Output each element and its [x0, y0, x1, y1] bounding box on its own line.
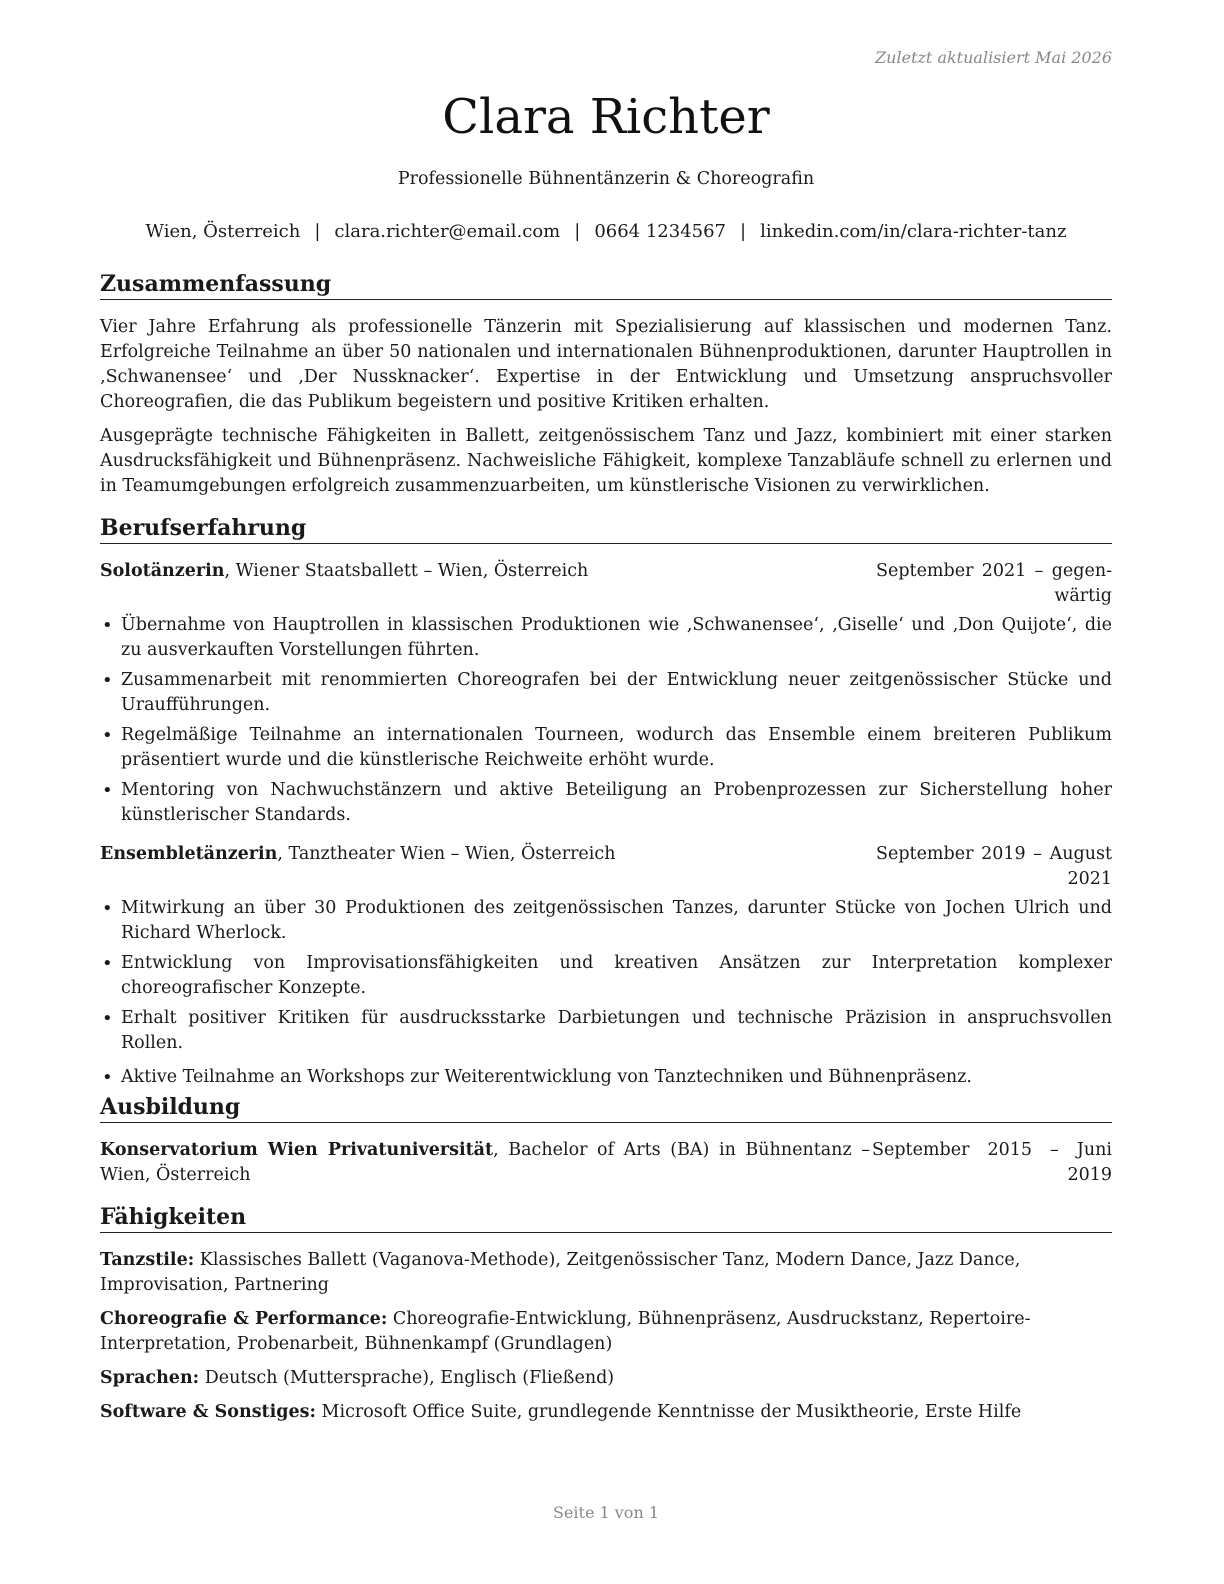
skill-label: Choreografie & Performance: — [100, 1309, 388, 1329]
section-title-experience: Berufserfahrung — [100, 514, 1112, 544]
summary-section — [100, 270, 1112, 508]
skills-section — [100, 1203, 1112, 1434]
job-header — [100, 559, 1112, 606]
education-section — [100, 1093, 1112, 1188]
contact-separator: | — [314, 221, 321, 242]
job-bullets — [100, 896, 1112, 1090]
contact-line — [100, 219, 1112, 244]
education-date: September 2015 – Juni 2019 — [872, 1140, 1112, 1185]
list-item: • Regelmäßige Teilnahme an internationalen Tourneen, wodurch das Ensemble einem breiteren Publikum präsentiert wurde und die künstlerische Reichweite erhöht wurde. — [100, 723, 1112, 773]
contact-location: Wien, Österreich — [145, 221, 301, 242]
education-entry — [100, 1138, 1112, 1188]
skill-value: Deutsch (Muttersprache), Englisch (Fließend) — [204, 1368, 615, 1388]
skill-label: Software & Sonstiges: — [100, 1402, 316, 1422]
job-role: Solotänzerin — [100, 561, 225, 581]
job-entry — [100, 842, 1112, 1090]
skill-value: Choreografie-Entwicklung, Bühnenpräsenz, Ausdruckstanz, Repertoire-Interpretation, Probenarbeit, Bühnenkampf (Grundlagen) — [100, 1309, 1031, 1354]
job-date: September 2021 – gegen- wärtig — [876, 561, 1112, 606]
list-item: • Entwicklung von Improvisationsfähigkeiten und kreativen Ansätzen zur Interpretation komplexer choreografischer Konzepte. — [100, 951, 1112, 1001]
contact-linkedin[interactable]: linkedin.com/in/clara-richter-tanz — [760, 221, 1067, 242]
section-title-summary: Zusammenfassung — [100, 270, 1112, 300]
list-item: • Mentoring von Nachwuchstänzern und aktive Beteiligung an Probenprozessen zur Sicherstellung hoher künstlerischer Standards. — [100, 778, 1112, 828]
section-title-skills: Fähigkeiten — [100, 1203, 1112, 1233]
contact-separator: | — [740, 221, 747, 242]
job-entry — [100, 559, 1112, 828]
job-role: Ensembletänzerin — [100, 844, 278, 864]
last-updated: Zuletzt aktualisiert Mai 2026 — [875, 48, 1112, 67]
list-item: • Mitwirkung an über 30 Produktionen des zeitgenössischen Tanzes, darunter Stücke von Jochen Ulrich und Richard Wherlock. — [100, 896, 1112, 946]
skill-label: Tanzstile: — [100, 1250, 195, 1270]
job-title-line — [100, 559, 870, 584]
experience-section — [100, 514, 1112, 1095]
job-organization: , Tanztheater Wien – Wien, Österreich — [277, 844, 616, 864]
section-title-education: Ausbildung — [100, 1093, 1112, 1123]
skill-value: Microsoft Office Suite, grundlegende Kenntnisse der Musiktheorie, Erste Hilfe — [321, 1402, 1022, 1422]
page-title: Clara Richter — [442, 89, 770, 145]
education-title-line — [100, 1138, 870, 1188]
contact-phone[interactable]: 0664 1234567 — [594, 221, 727, 242]
education-school: Konservatorium Wien Privatuniversität — [100, 1140, 494, 1160]
page-footer: Seite 1 von 1 — [552, 1503, 660, 1522]
list-item: • Erhalt positiver Kritiken für ausdrucksstarke Darbietungen und technische Präzision in anspruchsvollen Rollen. — [100, 1006, 1112, 1056]
contact-separator: | — [574, 221, 581, 242]
list-item: • Zusammenarbeit mit renommierten Choreografen bei der Entwicklung neuer zeitgenössischer Stücke und Uraufführungen. — [100, 668, 1112, 718]
summary-paragraph-1: Vier Jahre Erfahrung als professionelle Tänzerin mit Spezialisierung auf klassischen und modernen Tanz. Erfolgreiche Teilnahme an über 50 nationalen und internationalen Bühnenproduktionen, darunter Hauptrollen in ‚Schwanensee‘ und ‚Der Nussknacker‘. Expertise in der Entwicklung und Umsetzung anspruchsvoller Choreografien, die das Publikum begeistern und positive Kritiken erhalten. — [100, 317, 1112, 412]
skill-label: Sprachen: — [100, 1368, 200, 1388]
list-item: • Übernahme von Hauptrollen in klassischen Produktionen wie ‚Schwanensee‘, ‚Giselle‘ und ‚Don Quijote‘, die zu ausverkauften Vorstellungen führten. — [100, 613, 1112, 663]
job-bullets — [100, 613, 1112, 828]
job-date: September 2019 – August 2021 — [876, 844, 1112, 889]
skill-line — [100, 1400, 1112, 1425]
contact-email[interactable]: clara.richter@email.com — [334, 221, 561, 242]
resume-page — [100, 0, 1112, 1584]
job-organization: , Wiener Staatsballett – Wien, Österreich — [224, 561, 589, 581]
job-title-line — [100, 842, 870, 867]
skill-line — [100, 1366, 1112, 1391]
skill-line — [100, 1248, 1112, 1298]
list-item: • Aktive Teilnahme an Workshops zur Weiterentwicklung von Tanztechniken und Bühnenpräsenz. — [100, 1065, 1112, 1090]
skill-value: Klassisches Ballett (Vaganova-Methode), Zeitgenössischer Tanz, Modern Dance, Jazz Dance, Improvisation, Partnering — [100, 1250, 1021, 1295]
education-detail: , Bachelor of Arts (BA) in Bühnentanz – Wien, Österreich — [100, 1140, 870, 1185]
job-header — [100, 842, 1112, 889]
subtitle: Professionelle Bühnentänzerin & Choreografin — [397, 169, 815, 189]
summary-paragraph-2: Ausgeprägte technische Fähigkeiten in Ballett, zeitgenössischem Tanz und Jazz, kombiniert mit einer starken Ausdrucksfähigkeit und Bühnenpräsenz. Nachweisliche Fähigkeit, komplexe Tanzabläufe schnell zu erlernen und in Teamumgebungen erfolgreich zusammenzuarbeiten, um künstlerische Visionen zu verwirklichen. — [100, 426, 1112, 496]
skill-line — [100, 1307, 1112, 1357]
